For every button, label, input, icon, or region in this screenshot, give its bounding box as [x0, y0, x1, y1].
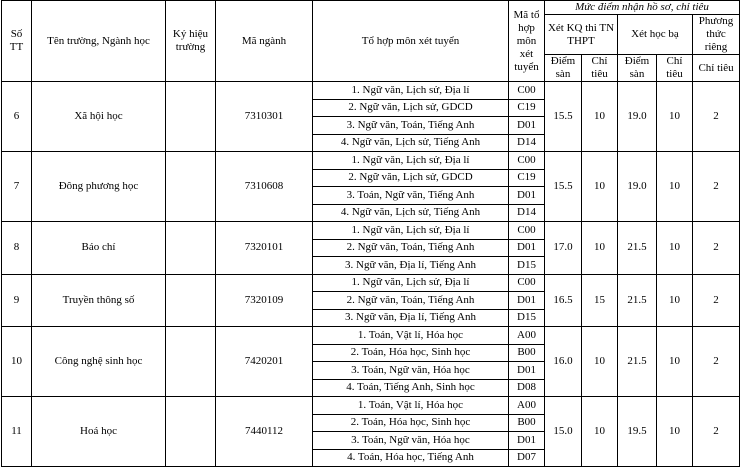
hb-floor-score: 21.5 — [618, 222, 657, 275]
hb-floor-score: 19.0 — [618, 152, 657, 222]
combo-text: 4. Ngữ văn, Lịch sử, Tiếng Anh — [313, 134, 509, 152]
admission-table — [1, 0, 740, 467]
combo-text: 1. Toán, Vật lí, Hóa học — [313, 327, 509, 345]
major-name: Báo chí — [32, 222, 166, 275]
combo-code: D01 — [509, 292, 545, 310]
header-hb-quota: Chỉ tiêu — [657, 55, 693, 82]
combo-code: D08 — [509, 379, 545, 397]
major-code: 7310301 — [216, 82, 313, 152]
major-code: 7440112 — [216, 397, 313, 467]
combo-code: C00 — [509, 222, 545, 240]
combo-text: 3. Ngữ văn, Địa lí, Tiếng Anh — [313, 257, 509, 275]
header-transcript: Xét học bạ — [618, 15, 693, 55]
combo-code: B00 — [509, 344, 545, 362]
hb-floor-score: 21.5 — [618, 327, 657, 397]
combo-text: 3. Toán, Ngữ văn, Hóa học — [313, 362, 509, 380]
combo-code: D01 — [509, 117, 545, 135]
combo-text: 2. Ngữ văn, Toán, Tiếng Anh — [313, 239, 509, 257]
separate-quota: 2 — [693, 274, 740, 327]
exam-floor-score: 15.5 — [545, 82, 582, 152]
combo-code: C00 — [509, 274, 545, 292]
header-exam-floor: Điểm sàn — [545, 55, 582, 82]
school-code-cell — [166, 274, 216, 327]
combo-code: C19 — [509, 99, 545, 117]
combo-text: 1. Ngữ văn, Lịch sử, Địa lí — [313, 152, 509, 170]
header-combo-code: Mã tổ hợp môn xét tuyển — [509, 1, 545, 82]
major-code: 7320109 — [216, 274, 313, 327]
hb-floor-score: 19.0 — [618, 82, 657, 152]
header-school-major: Tên trường, Ngành học — [32, 1, 166, 82]
row-stt: 7 — [2, 152, 32, 222]
header-threshold: Mức điểm nhận hồ sơ, chỉ tiêu — [545, 1, 740, 15]
exam-floor-score: 16.5 — [545, 274, 582, 327]
separate-quota: 2 — [693, 152, 740, 222]
combo-text: 4. Toán, Tiếng Anh, Sinh học — [313, 379, 509, 397]
table-body — [2, 82, 740, 467]
separate-quota: 2 — [693, 222, 740, 275]
exam-floor-score: 15.5 — [545, 152, 582, 222]
exam-quota: 10 — [582, 82, 618, 152]
separate-quota: 2 — [693, 327, 740, 397]
combo-text: 3. Toán, Ngữ văn, Hóa học — [313, 432, 509, 450]
row-stt: 9 — [2, 274, 32, 327]
table-row — [2, 327, 740, 345]
combo-code: D15 — [509, 309, 545, 327]
combo-code: A00 — [509, 327, 545, 345]
combo-text: 3. Ngữ văn, Địa lí, Tiếng Anh — [313, 309, 509, 327]
school-code-cell — [166, 82, 216, 152]
combo-text: 1. Toán, Vật lí, Hóa học — [313, 397, 509, 415]
combo-text: 3. Ngữ văn, Toán, Tiếng Anh — [313, 117, 509, 135]
combo-code: C19 — [509, 169, 545, 187]
major-name: Đông phương học — [32, 152, 166, 222]
exam-quota: 10 — [582, 222, 618, 275]
combo-code: D01 — [509, 187, 545, 205]
table-row — [2, 82, 740, 100]
exam-quota: 15 — [582, 274, 618, 327]
school-code-cell — [166, 327, 216, 397]
school-code-cell — [166, 397, 216, 467]
exam-quota: 10 — [582, 397, 618, 467]
combo-text: 4. Ngữ văn, Lịch sử, Tiếng Anh — [313, 204, 509, 222]
separate-quota: 2 — [693, 397, 740, 467]
hb-quota: 10 — [657, 274, 693, 327]
header-combos: Tổ hợp môn xét tuyển — [313, 1, 509, 82]
row-stt: 8 — [2, 222, 32, 275]
hb-quota: 10 — [657, 327, 693, 397]
exam-quota: 10 — [582, 152, 618, 222]
header-separate-quota: Chỉ tiêu — [693, 55, 740, 82]
major-name: Truyền thông số — [32, 274, 166, 327]
combo-code: D14 — [509, 134, 545, 152]
major-name: Xã hội học — [32, 82, 166, 152]
table-row — [2, 274, 740, 292]
major-name: Hoá học — [32, 397, 166, 467]
hb-floor-score: 19.5 — [618, 397, 657, 467]
major-code: 7420201 — [216, 327, 313, 397]
combo-text: 2. Ngữ văn, Toán, Tiếng Anh — [313, 292, 509, 310]
table-row — [2, 222, 740, 240]
combo-text: 1. Ngữ văn, Lịch sử, Địa lí — [313, 222, 509, 240]
combo-code: D15 — [509, 257, 545, 275]
hb-floor-score: 21.5 — [618, 274, 657, 327]
header-stt: Số TT — [2, 1, 32, 82]
major-code: 7320101 — [216, 222, 313, 275]
hb-quota: 10 — [657, 397, 693, 467]
combo-text: 1. Ngữ văn, Lịch sử, Địa lí — [313, 82, 509, 100]
exam-quota: 10 — [582, 327, 618, 397]
combo-text: 2. Ngữ văn, Lịch sử, GDCD — [313, 169, 509, 187]
header-hb-floor: Điểm sàn — [618, 55, 657, 82]
exam-floor-score: 17.0 — [545, 222, 582, 275]
combo-text: 2. Ngữ văn, Lịch sử, GDCD — [313, 99, 509, 117]
header-exam: Xét KQ thi TN THPT — [545, 15, 618, 55]
combo-code: C00 — [509, 152, 545, 170]
separate-quota: 2 — [693, 82, 740, 152]
hb-quota: 10 — [657, 152, 693, 222]
exam-floor-score: 15.0 — [545, 397, 582, 467]
school-code-cell — [166, 222, 216, 275]
combo-text: 2. Toán, Hóa học, Sinh học — [313, 414, 509, 432]
exam-floor-score: 16.0 — [545, 327, 582, 397]
combo-code: D01 — [509, 432, 545, 450]
table-row — [2, 152, 740, 170]
combo-text: 3. Toán, Ngữ văn, Tiếng Anh — [313, 187, 509, 205]
header-school-code: Ký hiệu trường — [166, 1, 216, 82]
combo-code: D01 — [509, 362, 545, 380]
school-code-cell — [166, 152, 216, 222]
combo-code: D01 — [509, 239, 545, 257]
hb-quota: 10 — [657, 222, 693, 275]
combo-text: 2. Toán, Hóa học, Sinh học — [313, 344, 509, 362]
combo-code: C00 — [509, 82, 545, 100]
header-exam-quota: Chỉ tiêu — [582, 55, 618, 82]
combo-code: D07 — [509, 449, 545, 467]
row-stt: 11 — [2, 397, 32, 467]
row-stt: 10 — [2, 327, 32, 397]
major-name: Công nghệ sinh học — [32, 327, 166, 397]
hb-quota: 10 — [657, 82, 693, 152]
table-row — [2, 397, 740, 415]
combo-text: 4. Toán, Hóa học, Tiếng Anh — [313, 449, 509, 467]
major-code: 7310608 — [216, 152, 313, 222]
combo-code: A00 — [509, 397, 545, 415]
header-major-code: Mã ngành — [216, 1, 313, 82]
combo-code: B00 — [509, 414, 545, 432]
combo-text: 1. Ngữ văn, Lịch sử, Địa lí — [313, 274, 509, 292]
row-stt: 6 — [2, 82, 32, 152]
header-separate: Phương thức riêng — [693, 15, 740, 55]
combo-code: D14 — [509, 204, 545, 222]
